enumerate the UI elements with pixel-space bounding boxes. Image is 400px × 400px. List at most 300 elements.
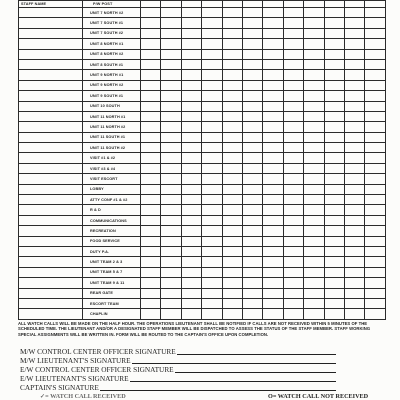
- watch-call-cell: [263, 28, 283, 38]
- watch-call-cell: [181, 101, 201, 111]
- watch-call-cell: [141, 257, 161, 267]
- watch-call-cell: [161, 8, 181, 18]
- watch-call-cell: [222, 246, 242, 256]
- watch-call-cell: [263, 111, 283, 121]
- watch-call-cell: [344, 205, 364, 215]
- watch-call-cell: [141, 49, 161, 59]
- watch-call-cell: [242, 257, 262, 267]
- watch-call-cell: [141, 205, 161, 215]
- watch-call-cell: [222, 236, 242, 246]
- watch-call-cell: [344, 257, 364, 267]
- watch-call-cell: [181, 91, 201, 101]
- watch-call-cell: [263, 163, 283, 173]
- watch-call-cell: [263, 101, 283, 111]
- watch-call-cell: [181, 278, 201, 288]
- time-header-cell: [181, 1, 201, 8]
- watch-call-cell: [222, 70, 242, 80]
- watch-call-cell: [263, 70, 283, 80]
- watch-call-cell: [181, 153, 201, 163]
- watch-call-cell: [222, 91, 242, 101]
- watch-call-cell: [181, 59, 201, 69]
- watch-call-cell: [161, 309, 181, 319]
- watch-call-cell: [324, 267, 344, 277]
- watch-call-cell: [263, 298, 283, 308]
- signature-underline: [132, 363, 336, 364]
- post-cell: UNIT 7 NORTH #2: [83, 8, 141, 18]
- watch-call-cell: [141, 226, 161, 236]
- post-cell: FOOD SERVICE: [83, 236, 141, 246]
- watch-call-cell: [181, 246, 201, 256]
- watch-call-cell: [263, 236, 283, 246]
- table-row: [19, 205, 386, 215]
- watch-call-cell: [344, 288, 364, 298]
- watch-call-cell: [344, 153, 364, 163]
- watch-call-cell: [344, 174, 364, 184]
- watch-call-cell: [181, 298, 201, 308]
- watch-call-cell: [324, 215, 344, 225]
- watch-call-cell: [202, 39, 222, 49]
- watch-call-cell: [365, 59, 385, 69]
- watch-call-cell: [161, 236, 181, 246]
- watch-call-cell: [222, 122, 242, 132]
- watch-call-cell: [161, 91, 181, 101]
- watch-call-cell: [202, 59, 222, 69]
- staff-name-cell: [19, 28, 83, 38]
- watch-call-cell: [344, 101, 364, 111]
- watch-call-cell: [365, 8, 385, 18]
- watch-call-cell: [181, 174, 201, 184]
- watch-call-cell: [324, 28, 344, 38]
- legend-received: ✓= WATCH CALL RECEIVED: [40, 393, 126, 400]
- watch-call-cell: [263, 215, 283, 225]
- watch-call-cell: [304, 163, 324, 173]
- watch-call-cell: [242, 49, 262, 59]
- watch-call-cell: [365, 70, 385, 80]
- watch-call-cell: [202, 70, 222, 80]
- watch-call-cell: [324, 132, 344, 142]
- watch-call-cell: [324, 288, 344, 298]
- watch-call-cell: [161, 111, 181, 121]
- staff-name-cell: [19, 236, 83, 246]
- table-row: [19, 226, 386, 236]
- watch-call-cell: [263, 91, 283, 101]
- post-cell: UNIT 9 NORTH #1: [83, 70, 141, 80]
- watch-call-cell: [181, 215, 201, 225]
- post-cell: LOBBY: [83, 184, 141, 194]
- watch-call-cell: [202, 28, 222, 38]
- watch-call-cell: [222, 195, 242, 205]
- watch-call-cell: [365, 195, 385, 205]
- watch-call-cell: [365, 184, 385, 194]
- watch-call-cell: [263, 309, 283, 319]
- time-header-cell: [304, 1, 324, 8]
- watch-call-cell: [283, 195, 303, 205]
- watch-call-cell: [141, 236, 161, 246]
- watch-call-cell: [283, 267, 303, 277]
- watch-call-cell: [283, 309, 303, 319]
- watch-call-cell: [344, 59, 364, 69]
- table-row: [19, 39, 386, 49]
- staff-name-cell: [19, 278, 83, 288]
- watch-call-cell: [365, 80, 385, 90]
- table-row: [19, 184, 386, 194]
- watch-call-cell: [304, 226, 324, 236]
- post-cell: REAR GATE: [83, 288, 141, 298]
- time-header-cell: [141, 1, 161, 8]
- watch-call-cell: [222, 288, 242, 298]
- table-row: [19, 236, 386, 246]
- watch-call-cell: [344, 215, 364, 225]
- watch-call-cell: [181, 18, 201, 28]
- watch-call-cell: [365, 267, 385, 277]
- watch-call-cell: [161, 122, 181, 132]
- post-cell: ATTY CONF #1 & #2: [83, 195, 141, 205]
- watch-call-cell: [365, 205, 385, 215]
- watch-call-cell: [344, 267, 364, 277]
- watch-call-cell: [242, 28, 262, 38]
- watch-call-cell: [141, 195, 161, 205]
- watch-call-cell: [365, 226, 385, 236]
- watch-call-cell: [181, 257, 201, 267]
- watch-call-cell: [304, 205, 324, 215]
- watch-call-cell: [161, 288, 181, 298]
- watch-call-cell: [181, 288, 201, 298]
- table-header-row: [19, 1, 386, 8]
- watch-call-cell: [222, 215, 242, 225]
- watch-call-cell: [242, 8, 262, 18]
- watch-call-cell: [283, 91, 303, 101]
- watch-call-cell: [304, 80, 324, 90]
- watch-call-cell: [181, 267, 201, 277]
- watch-call-cell: [263, 59, 283, 69]
- watch-call-cell: [283, 246, 303, 256]
- watch-call-cell: [283, 80, 303, 90]
- watch-call-cell: [141, 153, 161, 163]
- watch-call-cell: [242, 18, 262, 28]
- watch-call-cell: [365, 278, 385, 288]
- signature-line: [20, 383, 336, 392]
- watch-call-cell: [161, 18, 181, 28]
- watch-call-cell: [242, 143, 262, 153]
- watch-call-cell: [304, 59, 324, 69]
- watch-call-cell: [324, 153, 344, 163]
- staff-name-cell: [19, 163, 83, 173]
- watch-call-cell: [202, 226, 222, 236]
- watch-call-cell: [283, 132, 303, 142]
- watch-call-cell: [344, 8, 364, 18]
- watch-call-cell: [344, 184, 364, 194]
- watch-call-cell: [242, 174, 262, 184]
- watch-call-cell: [263, 143, 283, 153]
- watch-call-cell: [344, 80, 364, 90]
- signature-line: [20, 365, 336, 374]
- signature-underline: [130, 381, 336, 382]
- table-row: [19, 267, 386, 277]
- watch-call-cell: [283, 236, 303, 246]
- watch-call-cell: [242, 101, 262, 111]
- signature-line: [20, 347, 336, 356]
- watch-call-cell: [365, 101, 385, 111]
- watch-call-cell: [344, 28, 364, 38]
- watch-call-cell: [324, 80, 344, 90]
- table-row: [19, 28, 386, 38]
- table-row: [19, 70, 386, 80]
- watch-call-cell: [263, 184, 283, 194]
- post-cell: UNIT 10 SOUTH: [83, 101, 141, 111]
- post-cell: DUTY P.A.: [83, 246, 141, 256]
- watch-call-cell: [141, 267, 161, 277]
- watch-call-cell: [365, 257, 385, 267]
- watch-call-cell: [202, 298, 222, 308]
- watch-call-cell: [222, 267, 242, 277]
- post-cell: COMMUNICATIONS: [83, 215, 141, 225]
- watch-call-cell: [202, 246, 222, 256]
- staff-name-cell: [19, 122, 83, 132]
- watch-call-cell: [304, 174, 324, 184]
- watch-call-cell: [263, 246, 283, 256]
- watch-call-cell: [222, 278, 242, 288]
- watch-call-cell: [202, 111, 222, 121]
- watch-call-cell: [304, 257, 324, 267]
- watch-call-cell: [242, 163, 262, 173]
- watch-call-cell: [344, 195, 364, 205]
- watch-call-cell: [141, 174, 161, 184]
- signature-underline: [177, 354, 336, 355]
- post-cell: UNIT 8 SOUTH #1: [83, 59, 141, 69]
- watch-call-cell: [263, 267, 283, 277]
- watch-call-cell: [181, 143, 201, 153]
- watch-call-cell: [324, 18, 344, 28]
- post-cell: UNIT 8 NORTH #2: [83, 49, 141, 59]
- signature-label: M/W LIEUTENANT'S SIGNATURE: [20, 356, 131, 365]
- watch-call-cell: [365, 309, 385, 319]
- watch-call-cell: [283, 111, 303, 121]
- watch-call-cell: [242, 309, 262, 319]
- watch-call-cell: [365, 18, 385, 28]
- watch-call-instructions: ALL WATCH CALLS WILL BE MADE ON THE HALF HOUR. THE OPERATIONS LIEUTENANT SHALL BE NOTIFIED IF CALLS ARE NOT RECEIVED WITHIN 5 MINUTES OF THE SCHEDULED TIME. THE LIEUTENANT AND/OR A DESIGNATED STAFF MEMBER WILL BE DISPATCHED TO ASSESS THE STATUS OF THE STAFF MEMBER. STAFF WORKING SPECIAL ASSIGNMENTS WILL BE WRITTEN IN. FORM WILL BE ROUTED TO THE CAPTAIN'S OFFICE UPON COMPLETION.: [18, 321, 371, 337]
- post-cell: UNIT 7 SOUTH #2: [83, 28, 141, 38]
- table-row: [19, 49, 386, 59]
- watch-call-cell: [263, 80, 283, 90]
- watch-call-cell: [141, 122, 161, 132]
- watch-call-cell: [202, 8, 222, 18]
- watch-call-cell: [283, 28, 303, 38]
- watch-call-cell: [141, 288, 161, 298]
- watch-call-cell: [141, 8, 161, 18]
- watch-call-cell: [344, 236, 364, 246]
- watch-call-cell: [181, 184, 201, 194]
- watch-call-cell: [324, 143, 344, 153]
- watch-call-cell: [344, 49, 364, 59]
- watch-call-cell: [161, 278, 181, 288]
- watch-call-cell: [242, 80, 262, 90]
- table-row: [19, 122, 386, 132]
- watch-call-cell: [202, 122, 222, 132]
- watch-call-cell: [365, 215, 385, 225]
- post-cell: UNIT 11 SOUTH #2: [83, 143, 141, 153]
- watch-call-cell: [304, 236, 324, 246]
- watch-call-cell: [283, 39, 303, 49]
- watch-call-cell: [161, 80, 181, 90]
- watch-call-cell: [324, 39, 344, 49]
- watch-call-cell: [365, 298, 385, 308]
- signature-underline: [175, 372, 336, 373]
- staff-name-cell: [19, 205, 83, 215]
- staff-name-cell: [19, 70, 83, 80]
- watch-call-cell: [242, 70, 262, 80]
- watch-call-cell: [161, 257, 181, 267]
- watch-call-cell: [365, 111, 385, 121]
- watch-call-cell: [304, 278, 324, 288]
- staff-name-cell: [19, 309, 83, 319]
- post-cell: CHAPLIN: [83, 309, 141, 319]
- watch-call-cell: [324, 257, 344, 267]
- watch-call-cell: [324, 174, 344, 184]
- watch-call-cell: [324, 226, 344, 236]
- watch-call-cell: [161, 226, 181, 236]
- table-row: [19, 132, 386, 142]
- post-cell: UNIT TEAM 9 & 11: [83, 278, 141, 288]
- watch-call-cell: [202, 184, 222, 194]
- watch-call-cell: [181, 49, 201, 59]
- watch-call-cell: [202, 236, 222, 246]
- watch-call-cell: [202, 257, 222, 267]
- watch-call-cell: [365, 246, 385, 256]
- watch-call-cell: [181, 28, 201, 38]
- watch-call-cell: [304, 143, 324, 153]
- watch-call-cell: [324, 246, 344, 256]
- table-row: [19, 309, 386, 319]
- watch-call-cell: [242, 39, 262, 49]
- watch-call-cell: [365, 132, 385, 142]
- watch-call-cell: [365, 236, 385, 246]
- watch-call-cell: [283, 143, 303, 153]
- watch-call-cell: [304, 132, 324, 142]
- watch-call-cell: [324, 205, 344, 215]
- watch-call-cell: [242, 205, 262, 215]
- watch-call-cell: [304, 49, 324, 59]
- watch-call-cell: [242, 111, 262, 121]
- watch-call-cell: [283, 163, 303, 173]
- watch-call-cell: [242, 153, 262, 163]
- staff-name-cell: [19, 8, 83, 18]
- watch-call-cell: [222, 8, 242, 18]
- watch-call-cell: [161, 153, 181, 163]
- watch-call-cell: [141, 143, 161, 153]
- watch-call-cell: [344, 246, 364, 256]
- staff-name-cell: [19, 132, 83, 142]
- legend-not-received: O= WATCH CALL NOT RECEIVED: [268, 393, 369, 400]
- watch-call-cell: [242, 195, 262, 205]
- watch-call-cell: [344, 309, 364, 319]
- watch-call-cell: [365, 91, 385, 101]
- watch-call-cell: [222, 28, 242, 38]
- watch-call-cell: [365, 143, 385, 153]
- watch-call-cell: [222, 153, 242, 163]
- watch-call-cell: [202, 174, 222, 184]
- watch-call-cell: [344, 39, 364, 49]
- watch-call-cell: [324, 111, 344, 121]
- watch-call-cell: [263, 8, 283, 18]
- watch-call-cell: [263, 122, 283, 132]
- watch-call-cell: [141, 246, 161, 256]
- watch-call-cell: [344, 91, 364, 101]
- watch-call-cell: [161, 163, 181, 173]
- watch-call-cell: [304, 215, 324, 225]
- watch-call-cell: [324, 122, 344, 132]
- staff-name-cell: [19, 174, 83, 184]
- staff-name-cell: [19, 153, 83, 163]
- watch-call-cell: [181, 122, 201, 132]
- watch-call-cell: [161, 184, 181, 194]
- watch-call-cell: [161, 101, 181, 111]
- post-cell: UNIT TEAM 2 & 3: [83, 257, 141, 267]
- watch-call-cell: [222, 101, 242, 111]
- table-row: [19, 257, 386, 267]
- signature-underline: [100, 390, 336, 391]
- table-row: [19, 153, 386, 163]
- watch-call-cell: [242, 215, 262, 225]
- watch-call-cell: [365, 288, 385, 298]
- watch-call-cell: [202, 132, 222, 142]
- watch-call-cell: [365, 39, 385, 49]
- watch-call-cell: [283, 288, 303, 298]
- watch-call-cell: [161, 39, 181, 49]
- watch-call-cell: [304, 101, 324, 111]
- watch-call-cell: [283, 59, 303, 69]
- watch-call-cell: [263, 39, 283, 49]
- post-cell: ESCORT TEAM: [83, 298, 141, 308]
- signature-label: M/W CONTROL CENTER OFFICER SIGNATURE: [20, 347, 176, 356]
- watch-call-cell: [283, 70, 303, 80]
- watch-call-cell: [222, 184, 242, 194]
- staff-name-cell: [19, 143, 83, 153]
- watch-call-cell: [242, 184, 262, 194]
- staff-name-cell: [19, 298, 83, 308]
- staff-name-cell: [19, 184, 83, 194]
- watch-call-cell: [324, 49, 344, 59]
- watch-call-cell: [222, 309, 242, 319]
- staff-name-cell: [19, 18, 83, 28]
- watch-call-table: [18, 0, 386, 320]
- watch-call-cell: [161, 59, 181, 69]
- watch-call-cell: [161, 267, 181, 277]
- watch-call-cell: [324, 298, 344, 308]
- time-header-cell: [202, 1, 222, 8]
- time-header-cell: [242, 1, 262, 8]
- watch-call-cell: [304, 309, 324, 319]
- watch-call-cell: [365, 49, 385, 59]
- watch-call-cell: [222, 174, 242, 184]
- staff-name-header: STAFF NAME: [19, 1, 83, 8]
- post-cell: UNIT 7 SOUTH #1: [83, 18, 141, 28]
- watch-call-cell: [222, 132, 242, 142]
- post-cell: UNIT 11 NORTH #1: [83, 111, 141, 121]
- staff-name-cell: [19, 288, 83, 298]
- staff-name-cell: [19, 80, 83, 90]
- watch-call-cell: [161, 215, 181, 225]
- table-row: [19, 298, 386, 308]
- watch-call-cell: [324, 59, 344, 69]
- post-cell: VISIT ESCORT: [83, 174, 141, 184]
- watch-call-cell: [222, 80, 242, 90]
- watch-call-cell: [304, 267, 324, 277]
- staff-name-cell: [19, 59, 83, 69]
- watch-call-cell: [283, 298, 303, 308]
- watch-call-cell: [304, 111, 324, 121]
- watch-call-cell: [283, 205, 303, 215]
- watch-call-cell: [304, 91, 324, 101]
